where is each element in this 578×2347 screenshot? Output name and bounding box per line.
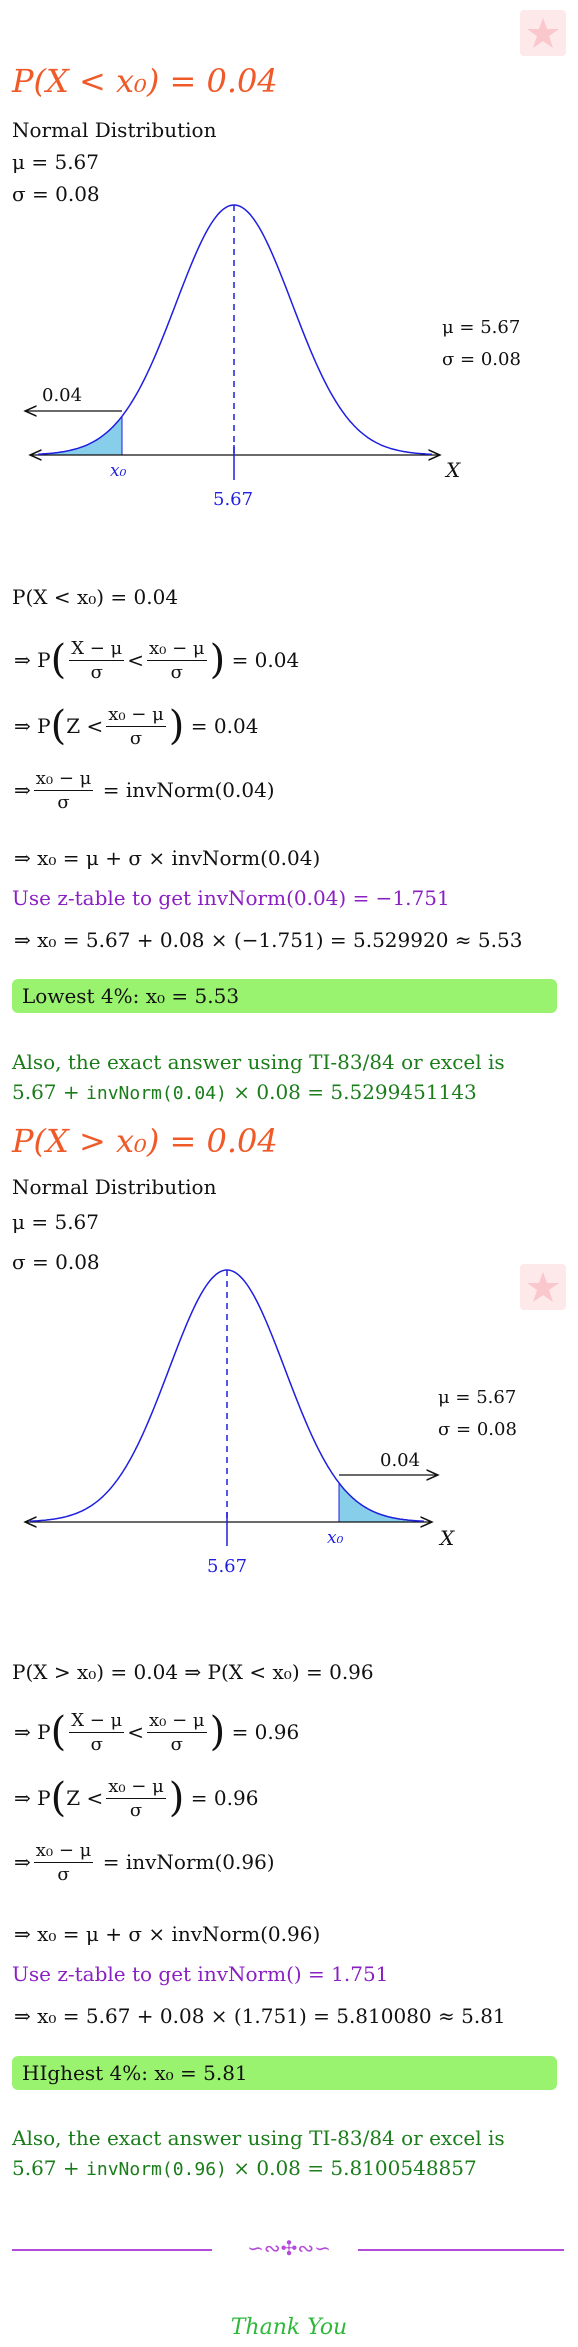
section1-ztable-note: Use z-table to get invNorm(0.04) = −1.751	[12, 886, 450, 910]
mean-label: 5.67	[213, 489, 254, 510]
separator-line-left	[12, 2249, 212, 2251]
section2-step3: ⇒ P ( Z < $\frac{\text{x₀ − μ}}{\sigma}$ ) = 0.96	[14, 1775, 259, 1821]
normal-curve	[38, 205, 432, 454]
step2-frac2: $\frac{\text{x₀ − μ}}{\sigma}$	[149, 637, 205, 683]
axis-label: X	[446, 458, 461, 482]
section1-exact-line2: 5.67 + invNorm(0.04) × 0.08 = 5.5299451143	[12, 1080, 477, 1104]
right-tail-shaded-area	[339, 1483, 418, 1522]
section1-normal-curve-graph	[0, 190, 578, 520]
step2-frac2: $\frac{\text{x₀ − μ}}{\sigma}$	[149, 1709, 205, 1755]
section1-mu: μ = 5.67	[12, 150, 100, 174]
section1-step3: ⇒ P ( Z < $\frac{\text{x₀ − μ}}{\sigma}$ ) = 0.04	[14, 703, 259, 749]
area-label: 0.04	[42, 385, 83, 406]
ornament-divider: ∽∾✣∾∽	[247, 2236, 331, 2260]
separator-line-right	[358, 2249, 564, 2251]
section2-sigma: σ = 0.08	[12, 1250, 100, 1274]
thank-you-text: Thank You	[230, 2315, 348, 2340]
step4-frac: $\frac{\text{x₀ − μ}}{\sigma}$	[35, 1839, 92, 1885]
section1-result-box: Lowest 4%: x₀ = 5.53	[12, 979, 557, 1013]
section1-step5: ⇒ x₀ = μ + σ × invNorm(0.04)	[14, 846, 321, 870]
section1-sigma: σ = 0.08	[12, 182, 100, 206]
graph-mu-label: μ = 5.67	[442, 317, 521, 338]
graph-sigma-label: σ = 0.08	[442, 349, 521, 370]
section1-dist-label: Normal Distribution	[12, 118, 217, 142]
section2-result-box: HIghest 4%: x₀ = 5.81	[12, 2056, 557, 2090]
section1-exact-line1: Also, the exact answer using TI-83/84 or excel is	[12, 1050, 505, 1074]
section2-normal-curve-graph	[0, 1250, 578, 1590]
graph-mu-label: μ = 5.67	[438, 1387, 517, 1408]
section2-heading: P(X > x₀) = 0.04	[12, 1122, 278, 1160]
x0-label: x₀	[327, 1528, 344, 1548]
graph-sigma-label: σ = 0.08	[438, 1419, 517, 1440]
section2-step5: ⇒ x₀ = μ + σ × invNorm(0.96)	[14, 1922, 321, 1946]
step4-frac: $\frac{\text{x₀ − μ}}{\sigma}$	[35, 767, 92, 813]
left-tail-shaded-area	[42, 416, 122, 455]
section2-step4: ⇒ $\frac{\text{x₀ − μ}}{\sigma}$ = invNorm(0.96)	[14, 1839, 275, 1885]
section2-exact-line2: 5.67 + invNorm(0.96) × 0.08 = 5.8100548857	[12, 2156, 477, 2180]
step3-frac: $\frac{\text{x₀ − μ}}{\sigma}$	[108, 1775, 164, 1821]
section1-step4: ⇒ $\frac{\text{x₀ − μ}}{\sigma}$ = invNorm(0.04)	[14, 767, 275, 813]
axis-label: X	[440, 1526, 455, 1550]
step2-frac1: $\frac{X - \mu}{\sigma}$	[71, 1709, 123, 1755]
section1-heading: P(X < x₀) = 0.04	[12, 62, 278, 100]
x0-label: x₀	[110, 461, 127, 481]
section1-step1: P(X < x₀) = 0.04	[12, 585, 179, 609]
section2-mu: μ = 5.67	[12, 1210, 100, 1234]
section2-dist-label: Normal Distribution	[12, 1175, 217, 1199]
section2-step1: P(X > x₀) = 0.04 ⇒ P(X < x₀) = 0.96	[12, 1660, 374, 1684]
step2-prefix: ⇒ P	[14, 648, 51, 672]
step3-frac: $\frac{\text{x₀ − μ}}{\sigma}$	[108, 703, 164, 749]
section1-step6: ⇒ x₀ = 5.67 + 0.08 × (−1.751) = 5.529920 ≈ 5.53	[14, 928, 523, 952]
area-label: 0.04	[380, 1450, 421, 1471]
step2-frac1: $\frac{X - \mu}{\sigma}$	[71, 637, 123, 683]
section2-ztable-note: Use z-table to get invNorm() = 1.751	[12, 1962, 389, 1986]
section1-step2: ⇒ P ( $\frac{X - \mu}{\sigma}$ < $\frac{\text{x₀ − μ}}{\sigma}$ ) = 0.04	[14, 637, 300, 683]
watermark-logo	[520, 10, 566, 56]
section2-step2: ⇒ P ( $\frac{X - \mu}{\sigma}$ < $\frac{\text{x₀ − μ}}{\sigma}$ ) = 0.96	[14, 1709, 300, 1755]
section2-exact-line1: Also, the exact answer using TI-83/84 or excel is	[12, 2126, 505, 2150]
section2-step6: ⇒ x₀ = 5.67 + 0.08 × (1.751) = 5.810080 ≈ 5.81	[14, 2004, 506, 2028]
mean-label: 5.67	[207, 1556, 248, 1577]
